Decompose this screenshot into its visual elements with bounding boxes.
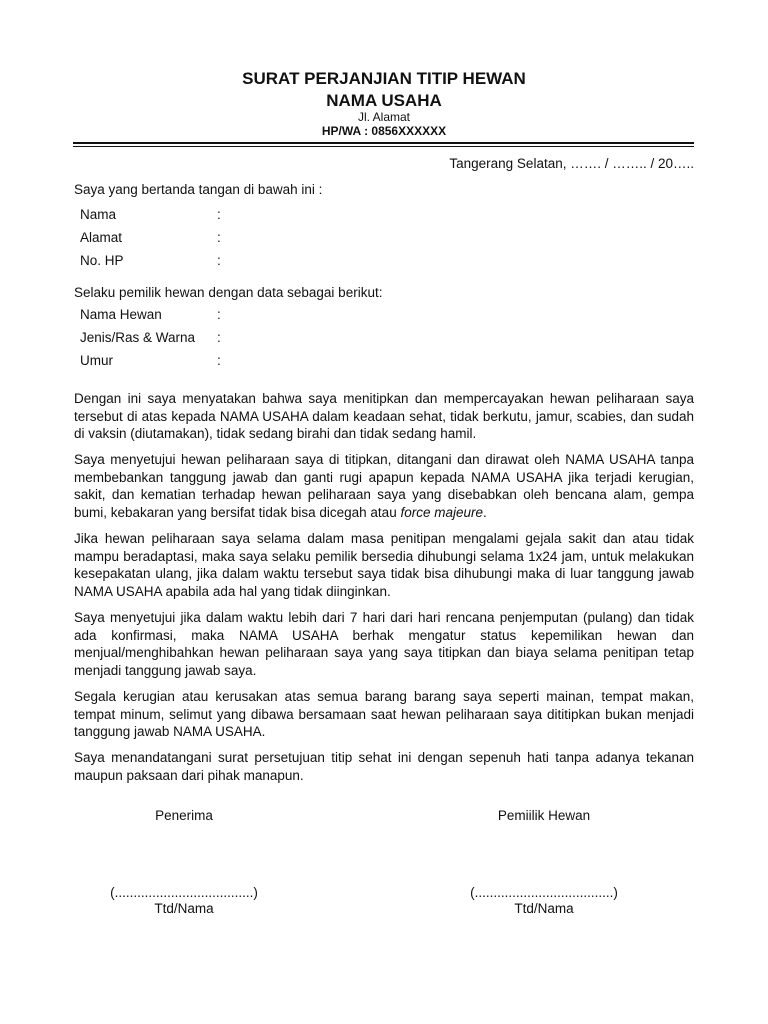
signature-caption-owner: Ttd/Nama [514,901,574,916]
header-divider-thick [73,142,694,144]
field-label: No. HP [80,253,124,268]
field-colon: : [217,353,221,368]
signature-line-receiver: (.....................................) [110,885,258,900]
pet-intro-text: Selaku pemilik hewan dengan data sebagai berikut: [74,285,383,300]
paragraph-end: . [483,505,487,521]
agreement-paragraph: Saya menandatangani surat persetujuan titip sehat ini dengan sepenuh hati tanpa adanya tekanan maupun paksaan dari pihak manapun. [74,750,694,783]
signature-role-owner: Pemiilik Hewan [497,808,591,823]
business-address: Jl. Alamat [357,110,411,124]
field-colon: : [217,207,221,222]
signature-role-receiver: Penerima [155,808,213,823]
paragraph-italic-term: force majeure [400,505,483,521]
business-name: NAMA USAHA [326,91,442,110]
header-divider-thin [73,146,694,147]
business-phone: HP/WA : 0856XXXXXX [321,124,447,138]
agreement-paragraph [74,451,694,521]
field-label: Alamat [80,230,123,245]
signature-caption-receiver: Ttd/Nama [154,901,214,916]
intro-text: Saya yang bertanda tangan di bawah ini : [74,182,323,197]
agreement-body [74,390,694,793]
field-colon: : [217,330,221,345]
paragraph-text: Saya menyetujui hewan peliharaan saya di titipkan, ditangani dan dirawat oleh NAMA USAHA tanpa membebankan tanggung jawab dan ganti rugi apapun kepada NAMA USAHA jika terjadi kerugian, sakit, dan kematian terhadap hewan peliharaan saya yang disebabkan oleh bencana alam, gempa bumi, kebakaran yang bersifat tidak bisa dicegah atau [74,452,694,521]
field-label: Jenis/Ras & Warna [80,330,196,345]
field-colon: : [217,230,221,245]
signature-line-owner: (.....................................) [470,885,618,900]
document-title: SURAT PERJANJIAN TITIP HEWAN [242,69,526,88]
field-label: Nama [80,207,117,222]
field-label: Nama Hewan [80,307,162,322]
field-colon: : [217,253,221,268]
agreement-paragraph: Jika hewan peliharaan saya selama dalam masa penitipan mengalami gejala sakit dan atau tidak mampu beradaptasi, maka saya selaku pemilik bersedia dihubungi selama 1x24 jam, untuk melakukan kesepakatan ulang, jika dalam waktu tersebut saya tidak bisa dihubungi maka di luar tanggung jawab NAMA USAHA apabila ada hal yang tidak diinginkan. [74,531,694,599]
agreement-paragraph: Dengan ini saya menyatakan bahwa saya menitipkan dan mempercayakan hewan peliharaan saya tersebut di atas kepada NAMA USAHA dalam keadaan sehat, tidak berkutu, jamur, scabies, dan sudah di vaksin (diutamakan), tidak sedang birahi dan tidak sedang hamil. [74,391,694,442]
field-colon: : [217,307,221,322]
agreement-paragraph: Saya menyetujui jika dalam waktu lebih dari 7 hari dari hari rencana penjemputan (pulang) dan tidak ada konfirmasi, maka NAMA USAHA berhak mengatur status kepemilikan hewan dan menjual/menghibahkan hewan peliharaan saya yang saya titipkan dan biaya selama penitipan tetap menjadi tanggung jawab saya. [74,610,694,678]
date-line: Tangerang Selatan, ……. / …….. / 20….. [449,156,694,171]
agreement-paragraph: Segala kerugian atau kerusakan atas semua barang barang saya seperti mainan, tempat makan, tempat minum, selimut yang dibawa bersamaan saat hewan peliharaan saya dititipkan bukan menjadi tanggung jawab NAMA USAHA. [74,688,694,740]
field-label: Umur [80,353,113,368]
